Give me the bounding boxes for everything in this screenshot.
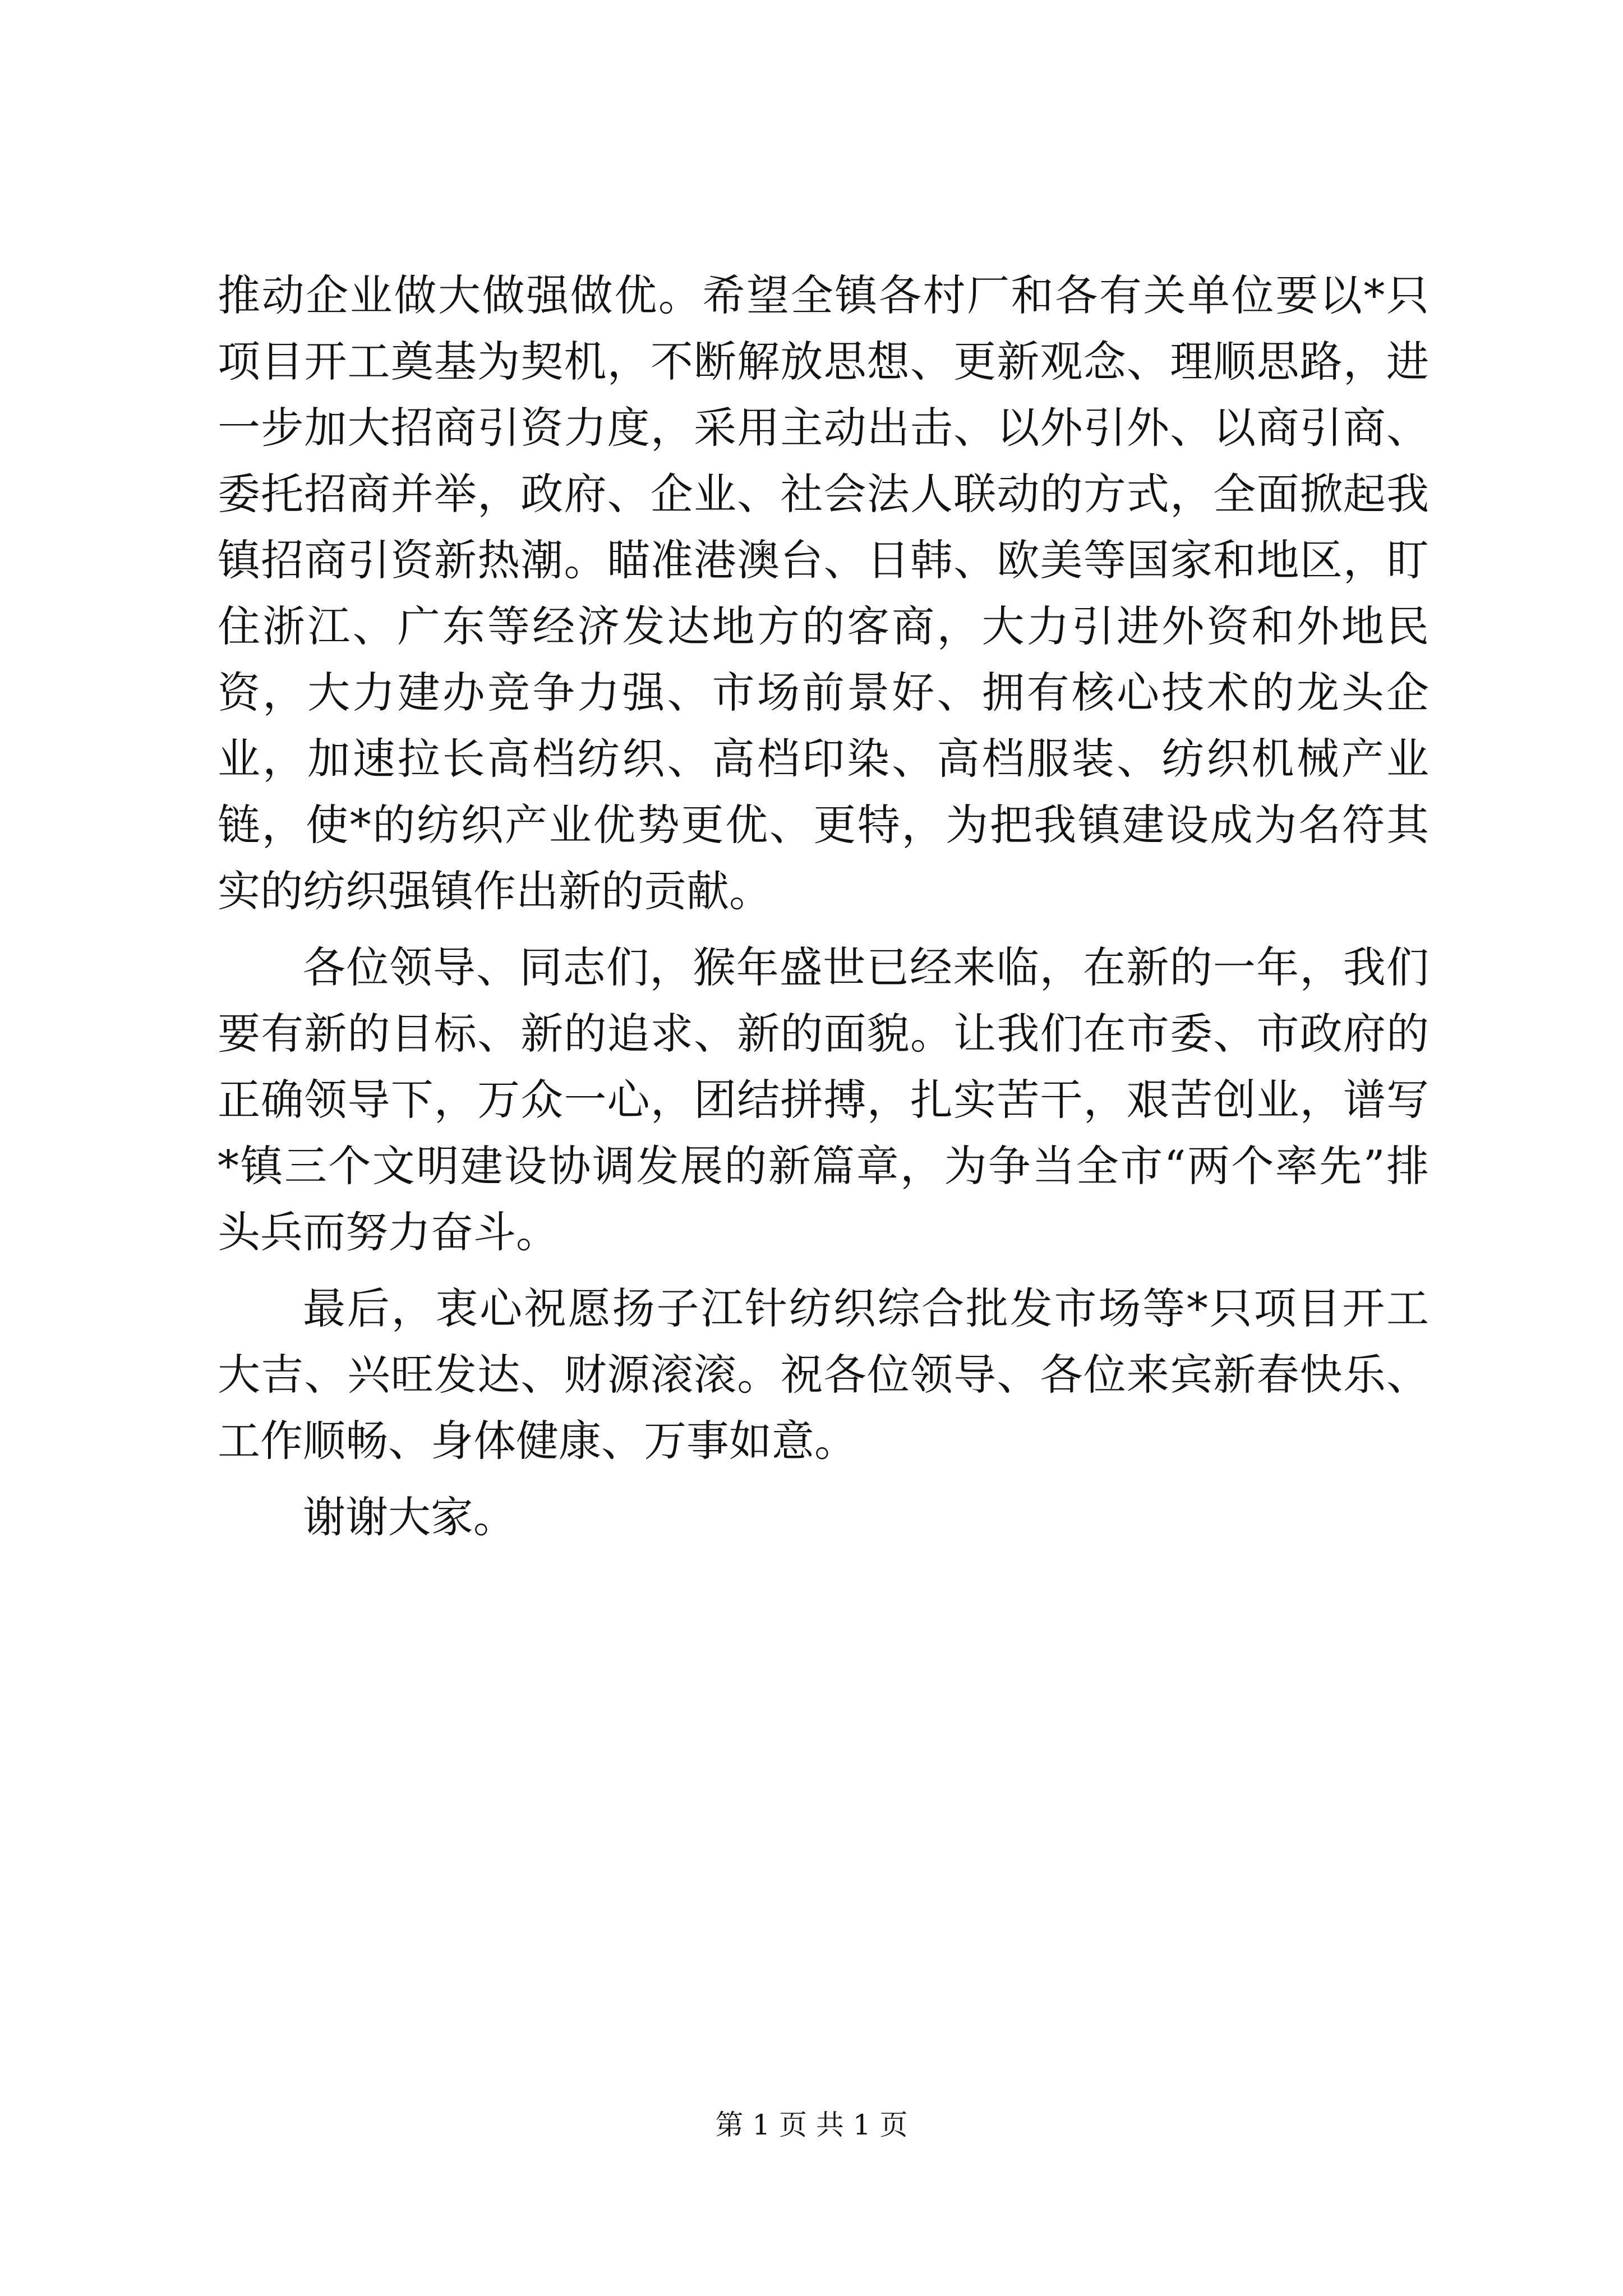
body-paragraph-1: 推动企业做大做强做优。希望全镇各村厂和各有关单位要以*只项目开工奠基为契机，不断解放思想、更新观念、理顺思路，进一步加大招商引资力度，采用主动出击、以外引外、以商引商、委托招商并举，政府、企业、社会法人联动的方式，全面掀起我镇招商引资新热潮。瞄准港澳台、日韩、欧美等国家和地区，盯住浙江、广东等经济发达地方的客商，大力引进外资和外地民资，大力建办竞争力强、市场前景好、拥有核心技术的龙头企业，加速拉长高档纺织、高档印染、高档服装、纺织机械产业链，使*的纺织产业优势更优、更特，为把我镇建设成为名符其实的纺织强镇作出新的贡献。 — [218, 270, 1429, 916]
body-paragraph-2: 各位领导、同志们，猴年盛世已经来临，在新的一年，我们要有新的目标、新的追求、新的面貌。让我们在市委、市政府的正确领导下，万众一心，团结拼搏，扎实苦干，艰苦创业，谱写*镇三个文明建设协调发展的新篇章，为争当全市“两个率先”排头兵而努力奋斗。 — [218, 942, 1429, 1257]
page-footer: 第 1 页 共 1 页 — [715, 2109, 908, 2141]
body-paragraph-4: 谢谢大家。 — [303, 1492, 516, 1542]
document-body — [218, 263, 1429, 1561]
body-paragraph-3: 最后，衷心祝愿扬子江针纺织综合批发市场等*只项目开工大吉、兴旺发达、财源滚滚。祝各位领导、各位来宾新春快乐、工作顺畅、身体健康、万事如意。 — [218, 1283, 1429, 1466]
